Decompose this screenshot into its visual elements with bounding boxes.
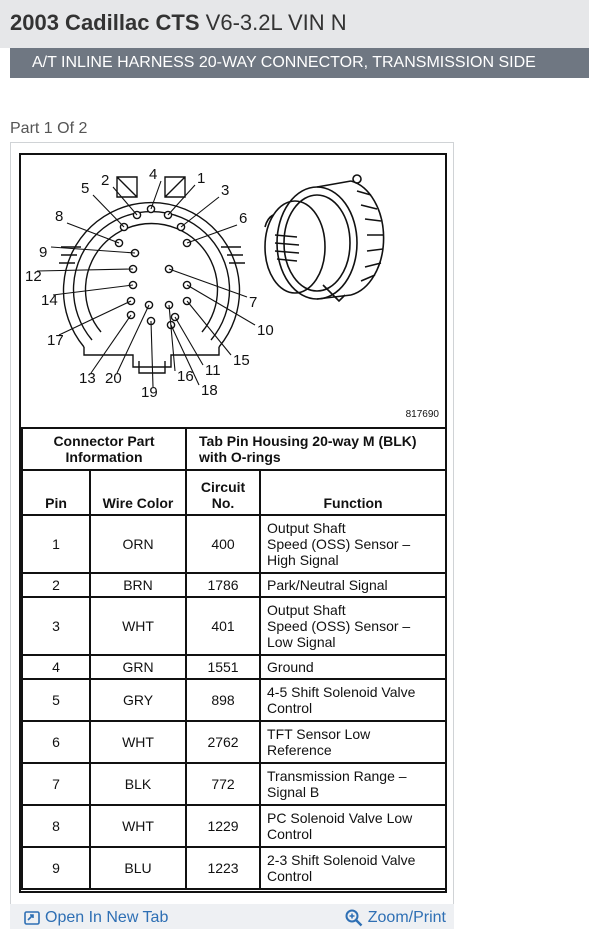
wire-color-cell: WHT bbox=[90, 805, 186, 847]
pin-label-13: 13 bbox=[79, 369, 96, 387]
connector-document bbox=[19, 153, 447, 893]
pin-leader-line bbox=[169, 269, 247, 297]
pin-cell: 5 bbox=[22, 679, 90, 721]
pin-leader-line bbox=[51, 247, 135, 253]
pin-leader-line bbox=[67, 223, 119, 243]
circuit-cell: 1786 bbox=[186, 573, 260, 597]
pin-leader-line bbox=[151, 181, 161, 209]
pin-label-14: 14 bbox=[41, 291, 58, 309]
circuit-cell: 898 bbox=[186, 679, 260, 721]
function-cell: PC Solenoid Valve Low Control bbox=[260, 805, 446, 847]
header-pin: Pin bbox=[22, 470, 90, 515]
wire-color-cell: GRN bbox=[90, 655, 186, 679]
pin-cell: 3 bbox=[22, 597, 90, 655]
function-cell: Ground bbox=[260, 655, 446, 679]
circuit-cell: 401 bbox=[186, 597, 260, 655]
header-wire-color: Wire Color bbox=[90, 470, 186, 515]
image-footer bbox=[10, 904, 454, 929]
pin-label-2: 2 bbox=[101, 171, 110, 189]
pin-leader-line bbox=[91, 315, 131, 373]
pin-label-20: 20 bbox=[105, 369, 122, 387]
wire-color-cell: ORN bbox=[90, 515, 186, 573]
title-bar bbox=[0, 0, 589, 48]
pin-label-6: 6 bbox=[239, 209, 248, 227]
table-header-row bbox=[22, 470, 446, 515]
header-circuit: Circuit No. bbox=[186, 470, 260, 515]
pin-label-19: 19 bbox=[141, 383, 158, 401]
circuit-cell: 400 bbox=[186, 515, 260, 573]
function-cell: TFT Sensor Low Reference bbox=[260, 721, 446, 763]
function-cell: Transmission Range – Signal B bbox=[260, 763, 446, 805]
pin-label-9: 9 bbox=[39, 243, 48, 261]
pin-leader-line bbox=[113, 187, 137, 215]
pin-leader-line bbox=[187, 285, 258, 325]
table-row bbox=[22, 805, 446, 847]
page-title: 2003 Cadillac CTS V6-3.2L VIN N bbox=[10, 10, 347, 35]
pin-label-10: 10 bbox=[257, 321, 274, 339]
zoom-print-link[interactable] bbox=[345, 909, 446, 927]
pin-label-17: 17 bbox=[47, 331, 64, 349]
wire-color-cell: WHT bbox=[90, 597, 186, 655]
pin-label-8: 8 bbox=[55, 207, 64, 225]
wire-color-cell: WHT bbox=[90, 721, 186, 763]
pin-leader-line bbox=[181, 197, 219, 227]
connector-part-label: Connector Part Information bbox=[22, 428, 186, 470]
pin-leader-line bbox=[175, 317, 203, 365]
wire-color-cell: BRN bbox=[90, 573, 186, 597]
pin-cell: 7 bbox=[22, 763, 90, 805]
pin-label-4: 4 bbox=[149, 165, 158, 183]
part-label: Part 1 Of 2 bbox=[10, 120, 88, 137]
open-in-new-tab-link[interactable] bbox=[24, 909, 168, 927]
pin-label-18: 18 bbox=[201, 381, 218, 399]
circuit-cell: 1551 bbox=[186, 655, 260, 679]
table-row bbox=[22, 679, 446, 721]
pin-leader-line bbox=[151, 321, 153, 387]
function-cell: Output Shaft Speed (OSS) Sensor – High Signal bbox=[260, 515, 446, 573]
pin-label-3: 3 bbox=[221, 181, 230, 199]
connector-diagram bbox=[21, 155, 445, 427]
table-row bbox=[22, 847, 446, 889]
circuit-cell: 2762 bbox=[186, 721, 260, 763]
function-cell: 2-3 Shift Solenoid Valve Control bbox=[260, 847, 446, 889]
pin-leader-line bbox=[53, 285, 133, 295]
circuit-cell: 1229 bbox=[186, 805, 260, 847]
connector-part-row bbox=[22, 428, 446, 470]
pin-leader-line bbox=[37, 269, 133, 271]
table-row bbox=[22, 515, 446, 573]
pin-cell: 1 bbox=[22, 515, 90, 573]
circuit-cell: 772 bbox=[186, 763, 260, 805]
table-row bbox=[22, 573, 446, 597]
section-subtitle: A/T INLINE HARNESS 20-WAY CONNECTOR, TRANSMISSION SIDE bbox=[10, 48, 589, 78]
pin-label-16: 16 bbox=[177, 367, 194, 385]
function-cell: Park/Neutral Signal bbox=[260, 573, 446, 597]
open-in-new-tab-icon bbox=[24, 911, 40, 925]
wire-color-cell: BLU bbox=[90, 847, 186, 889]
pin-label-7: 7 bbox=[249, 293, 258, 311]
wire-color-cell: GRY bbox=[90, 679, 186, 721]
pin-leader-line bbox=[187, 301, 231, 355]
pin-cell: 2 bbox=[22, 573, 90, 597]
table-row bbox=[22, 721, 446, 763]
table-row bbox=[22, 763, 446, 805]
table-row bbox=[22, 597, 446, 655]
pin-cell: 8 bbox=[22, 805, 90, 847]
function-cell: 4-5 Shift Solenoid Valve Control bbox=[260, 679, 446, 721]
open-in-new-tab-label: Open In New Tab bbox=[45, 909, 169, 926]
pin-cell: 9 bbox=[22, 847, 90, 889]
pinout-table bbox=[21, 427, 447, 890]
document-frame bbox=[10, 142, 454, 929]
zoom-icon bbox=[345, 909, 363, 927]
pin-label-5: 5 bbox=[81, 179, 90, 197]
circuit-cell: 1223 bbox=[186, 847, 260, 889]
pin-label-1: 1 bbox=[197, 169, 206, 187]
figure-number: 817690 bbox=[405, 409, 439, 420]
wire-color-cell: BLK bbox=[90, 763, 186, 805]
table-row bbox=[22, 655, 446, 679]
zoom-print-label: Zoom/Print bbox=[367, 909, 446, 926]
pin-leader-line bbox=[93, 195, 124, 227]
pin-cell: 4 bbox=[22, 655, 90, 679]
header-function: Function bbox=[260, 470, 446, 515]
pin-label-11: 11 bbox=[205, 361, 221, 379]
pin-label-15: 15 bbox=[233, 351, 250, 369]
pin-cell: 6 bbox=[22, 721, 90, 763]
function-cell: Output Shaft Speed (OSS) Sensor – Low Signal bbox=[260, 597, 446, 655]
pin-label-12: 12 bbox=[25, 267, 42, 285]
connector-part-value: Tab Pin Housing 20-way M (BLK) with O-rings bbox=[186, 428, 446, 470]
